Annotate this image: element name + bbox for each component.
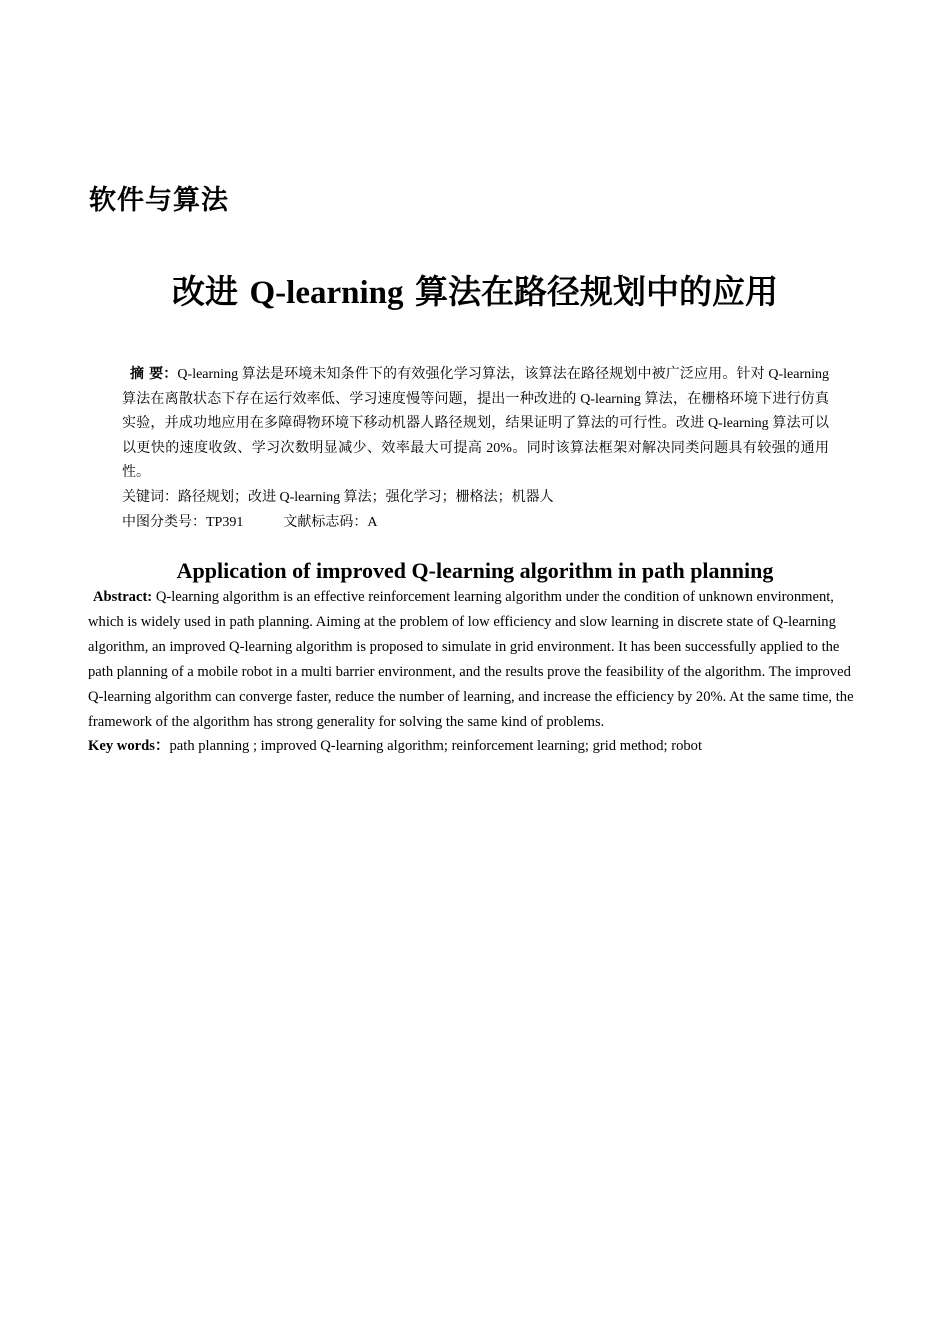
doc-code-label: 文献标志码： (283, 514, 368, 530)
clc-label: 中图分类号： (122, 514, 206, 530)
chinese-abstract-text: Q-learning 算法是环境未知条件下的有效强化学习算法，该算法在路径规划中被广泛应用。针对 Q-learning 算法在离散状态下存在运行效率低、学习速度慢等问题，提出一种改进的 Q-learning 算法，在栅格环境下进行仿真实验，并成功地应用在多障碍物环境下移动机器人路径规划，结果证明了算法的可行性。改进 Q-learning 算法可以以更快的速度收敛、学习次数明显减少、效率最大可提高 20%。同时该算法框架对解决同类问题具有较强的通用性。 (122, 367, 830, 480)
chinese-abstract (122, 362, 829, 486)
classification-line (122, 512, 377, 533)
chinese-keywords-label: 关键词： (122, 489, 178, 505)
english-keywords-label: Key words： (88, 738, 170, 754)
chinese-title-pre: 改进 (172, 272, 250, 311)
chinese-keywords-text: 路径规划；改进 Q-learning 算法；强化学习；栅格法；机器人 (178, 490, 554, 505)
english-keywords (88, 736, 702, 756)
chinese-title-post: 算法在路径规划中的应用 (403, 272, 778, 311)
chinese-abstract-label: 摘 要： (130, 366, 178, 382)
english-abstract-text: Q-learning algorithm is an effective reinforcement learning algorithm under the condition of unknown environment, which is widely used in path planning. Aiming at the problem of low efficiency and slow learning in discrete state of Q-learning algorithm, an improved Q-learning algorithm is proposed to simulate in grid environment. It has been successfully applied to the path planning of a mobile robot in a multi barrier environment, and the results prove the feasibility of the algorithm. The improved Q-learning algorithm can converge faster, reduce the number of learning, and increase the efficiency by 20%. At the same time, the framework of the algorithm has strong generality for solving the same kind of problems. (88, 589, 854, 730)
chinese-title-latin: Q-learning (249, 275, 404, 311)
section-header: 软件与算法 (89, 185, 229, 216)
english-abstract-label: Abstract: (93, 589, 153, 605)
english-keywords-text: path planning ; improved Q-learning algorithm; reinforcement learning; grid method; robot (169, 738, 703, 754)
clc-value: TP391 (206, 515, 244, 530)
english-abstract (88, 585, 862, 735)
doc-code-value: A (367, 515, 378, 530)
chinese-keywords (122, 487, 554, 508)
english-title: Application of improved Q-learning algorithm in path planning (176, 558, 774, 583)
chinese-title (0, 266, 950, 313)
